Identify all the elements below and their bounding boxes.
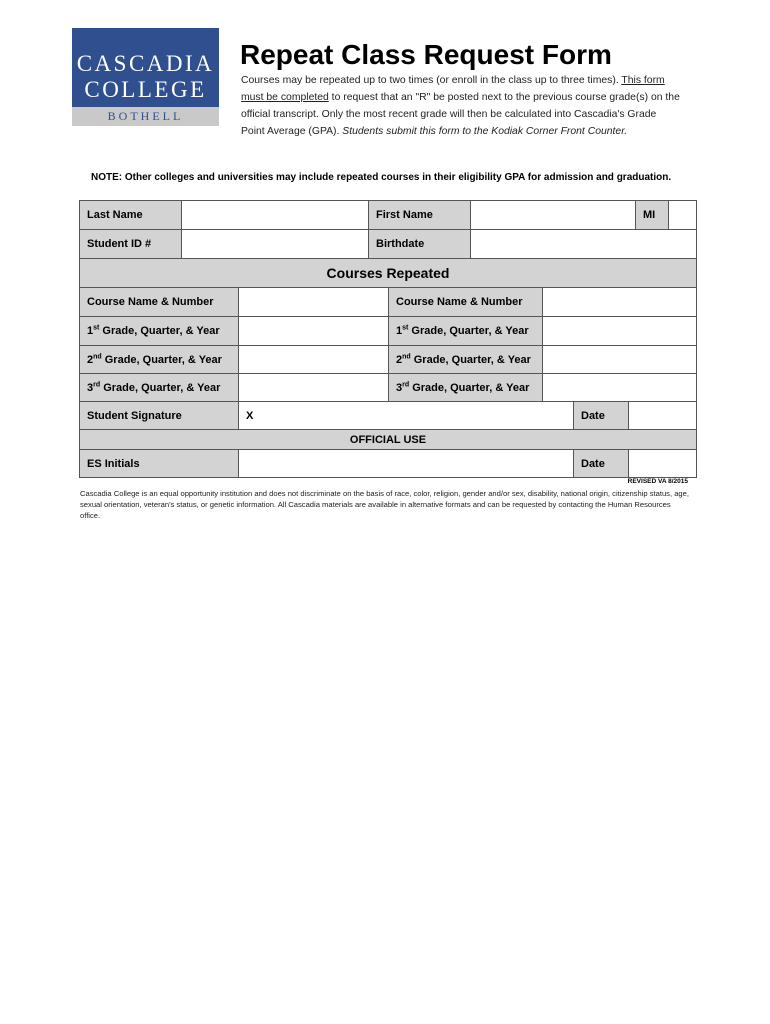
first-grade-label-2: 1st Grade, Quarter, & Year [388, 316, 543, 346]
course-name-field-1[interactable] [238, 287, 389, 317]
birthdate-field[interactable] [470, 229, 697, 259]
second-grade-label-1: 2nd Grade, Quarter, & Year [79, 345, 239, 374]
intro-text-2: to request that an "R" be posted next to the previous course grade(s) on the official transcript. Only the most recent grade will then be calculated into Cascadia's Grade Point Average (GPA). [241, 92, 680, 137]
signature-x-mark: X [246, 409, 254, 422]
student-id-label: Student ID # [79, 229, 182, 259]
second-grade-field-2[interactable] [542, 345, 697, 374]
third-grade-field-2[interactable] [542, 373, 697, 402]
courses-repeated-header: Courses Repeated [79, 258, 697, 288]
birthdate-label: Birthdate [368, 229, 471, 259]
form-title: Repeat Class Request Form [240, 39, 612, 70]
cascadia-college-logo [72, 28, 219, 126]
equal-opportunity-statement: Cascadia College is an equal opportunity institution and does not discriminate on the basis of race, color, religion, gender and/or sex, disability, national origin, citizenship status, age, sexual orientation, veteran's status, or genetic information. All Cascadia materials are available in alternative formats and can be requested by contacting the Human Resources office. [80, 489, 689, 520]
signature-date-field[interactable] [628, 401, 697, 430]
intro-paragraph [241, 72, 681, 140]
student-signature-label: Student Signature [79, 401, 239, 430]
second-grade-field-1[interactable] [238, 345, 389, 374]
first-grade-field-1[interactable] [238, 316, 389, 346]
student-id-field[interactable] [181, 229, 369, 259]
first-grade-field-2[interactable] [542, 316, 697, 346]
logo-text-bothell: BOTHELL [107, 109, 184, 123]
signature-date-label: Date [573, 401, 629, 430]
official-use-header: OFFICIAL USE [79, 429, 697, 450]
es-initials-field[interactable] [238, 449, 574, 478]
course-name-field-2[interactable] [542, 287, 697, 317]
intro-text-1: Courses may be repeated up to two times (or enroll in the class up to three times). [241, 75, 622, 86]
note-text: NOTE: Other colleges and universities may include repeated courses in their eligibility GPA for admission and graduation. [91, 172, 672, 183]
intro-italic-text: Students submit this form to the Kodiak Corner Front Counter. [342, 126, 628, 137]
form-table [79, 200, 697, 478]
student-signature-field[interactable] [238, 401, 574, 430]
first-name-label: First Name [368, 200, 471, 230]
es-date-field[interactable] [628, 449, 697, 478]
mi-label: MI [635, 200, 669, 230]
logo-band [72, 107, 219, 126]
second-grade-label-2: 2nd Grade, Quarter, & Year [388, 345, 543, 374]
third-grade-field-1[interactable] [238, 373, 389, 402]
course-name-label-1: Course Name & Number [79, 287, 239, 317]
logo-text-cascadia: CASCADIA [76, 51, 215, 76]
last-name-field[interactable] [181, 200, 369, 230]
first-name-field[interactable] [470, 200, 636, 230]
course-name-label-2: Course Name & Number [388, 287, 543, 317]
mi-field[interactable] [668, 200, 697, 230]
revision-label: REVISED VA 8/2015 [627, 478, 688, 485]
third-grade-label-1: 3rd Grade, Quarter, & Year [79, 373, 239, 402]
es-date-label: Date [573, 449, 629, 478]
last-name-label: Last Name [79, 200, 182, 230]
es-initials-label: ES Initials [79, 449, 239, 478]
first-grade-label-1: 1st Grade, Quarter, & Year [79, 316, 239, 346]
third-grade-label-2: 3rd Grade, Quarter, & Year [388, 373, 543, 402]
intro-underlined-text: This form must be completed [241, 75, 665, 103]
logo-text-college: COLLEGE [84, 77, 207, 102]
